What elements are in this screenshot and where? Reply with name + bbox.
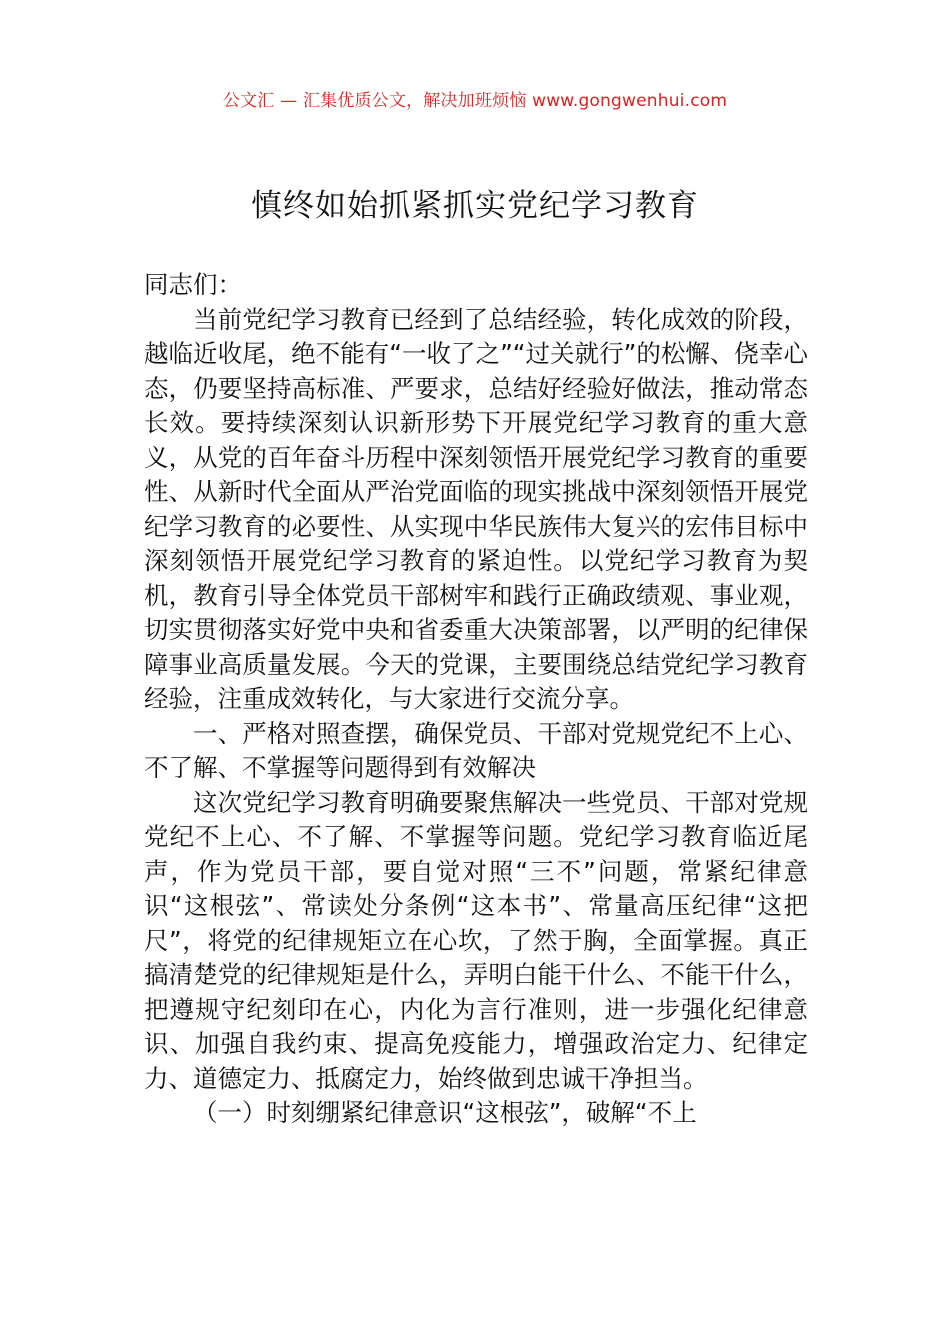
section-heading-1: 一、严格对照查摆，确保党员、干部对党规党纪不上心、不了解、不掌握等问题得到有效解决	[144, 718, 808, 782]
site-banner: 公文汇 — 汇集优质公文，解决加班烦恼 www.gongwenhui.com	[222, 91, 728, 111]
document-title: 慎终如始抓紧抓实党纪学习教育	[251, 188, 699, 224]
paragraph-section-1: 这次党纪学习教育明确要聚焦解决一些党员、干部对党规党纪不上心、不了解、不掌握等问题。党纪学习教育临近尾声，作为党员干部，要自觉对照“三不”问题，常紧纪律意识“这根弦”、常读处分条例“这本书”、常量高压纪律“这把尺”，将党的纪律规矩立在心坎，了然于胸，全面掌握。真正搞清楚党的纪律规矩是什么，弄明白能干什么、不能干什么，把遵规守纪刻印在心，内化为言行准则，进一步强化纪律意识、加强自我约束、提高免疫能力，增强政治定力、纪律定力、道德定力、抵腐定力，始终做到忠诚干净担当。	[144, 787, 808, 1093]
subsection-heading-1: （一）时刻绷紧纪律意识“这根弦”，破解“不上	[193, 1098, 697, 1127]
document-body	[144, 268, 808, 1131]
paragraph-intro: 当前党纪学习教育已经到了总结经验，转化成效的阶段，越临近收尾，绝不能有“一收了之”“过关就行”的松懈、侥幸心态，仍要坚持高标准、严要求，总结好经验好做法，推动常态长效。要持续深刻认识新形势下开展党纪学习教育的重大意义，从党的百年奋斗历程中深刻领悟开展党纪学习教育的重要性、从新时代全面从严治党面临的现实挑战中深刻领悟开展党纪学习教育的必要性、从实现中华民族伟大复兴的宏伟目标中深刻领悟开展党纪学习教育的紧迫性。以党纪学习教育为契机，教育引导全体党员干部树牢和践行正确政绩观、事业观，切实贯彻落实好党中央和省委重大决策部署，以严明的纪律保障事业高质量发展。今天的党课，主要围绕总结党纪学习教育经验，注重成效转化，与大家进行交流分享。	[144, 304, 808, 713]
salutation: 同志们：	[144, 270, 242, 299]
